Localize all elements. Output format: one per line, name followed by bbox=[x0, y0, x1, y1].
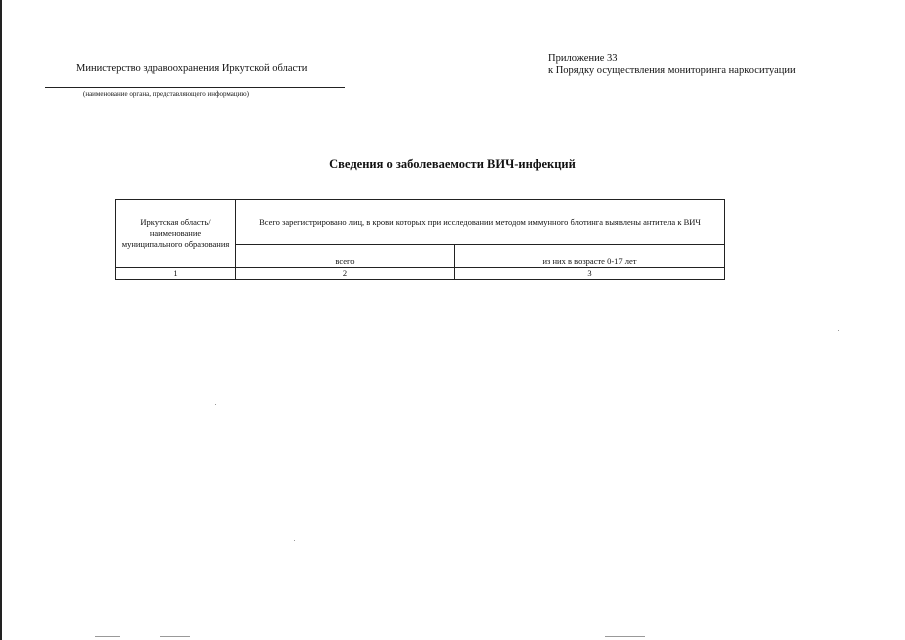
page-edge-line bbox=[0, 0, 2, 640]
column-number-row bbox=[116, 268, 725, 280]
appendix-reference bbox=[548, 53, 796, 77]
scan-speck bbox=[160, 636, 190, 637]
appendix-description: к Порядку осуществления мониторинга наркоситуации bbox=[548, 65, 796, 76]
scan-speck bbox=[838, 330, 839, 331]
column-number-cell: 1 bbox=[116, 268, 236, 280]
organization-name: Министерство здравоохранения Иркутской области bbox=[76, 63, 308, 74]
total-column-header: всего bbox=[236, 245, 455, 268]
column-number-cell: 3 bbox=[455, 268, 725, 280]
scan-speck bbox=[294, 540, 295, 541]
column-number-cell: 2 bbox=[236, 268, 455, 280]
hiv-incidence-table bbox=[115, 199, 725, 280]
organization-underline bbox=[45, 87, 345, 88]
age-0-17-column-header: из них в возрасте 0-17 лет bbox=[455, 245, 725, 268]
organization-caption: (наименование органа, представляющего информацию) bbox=[83, 90, 249, 98]
registered-persons-group-header: Всего зарегистрировано лиц, в крови которых при исследовании методом иммунного блотинга выявлены антитела к ВИЧ bbox=[236, 200, 725, 245]
document-title: Сведения о заболеваемости ВИЧ-инфекций bbox=[329, 157, 576, 171]
appendix-number: Приложение 33 bbox=[548, 53, 618, 64]
scan-speck bbox=[215, 404, 216, 405]
scan-speck bbox=[605, 636, 645, 637]
scan-speck bbox=[95, 636, 120, 637]
region-column-header: Иркутская область/ наименование муниципального образования bbox=[116, 200, 236, 268]
